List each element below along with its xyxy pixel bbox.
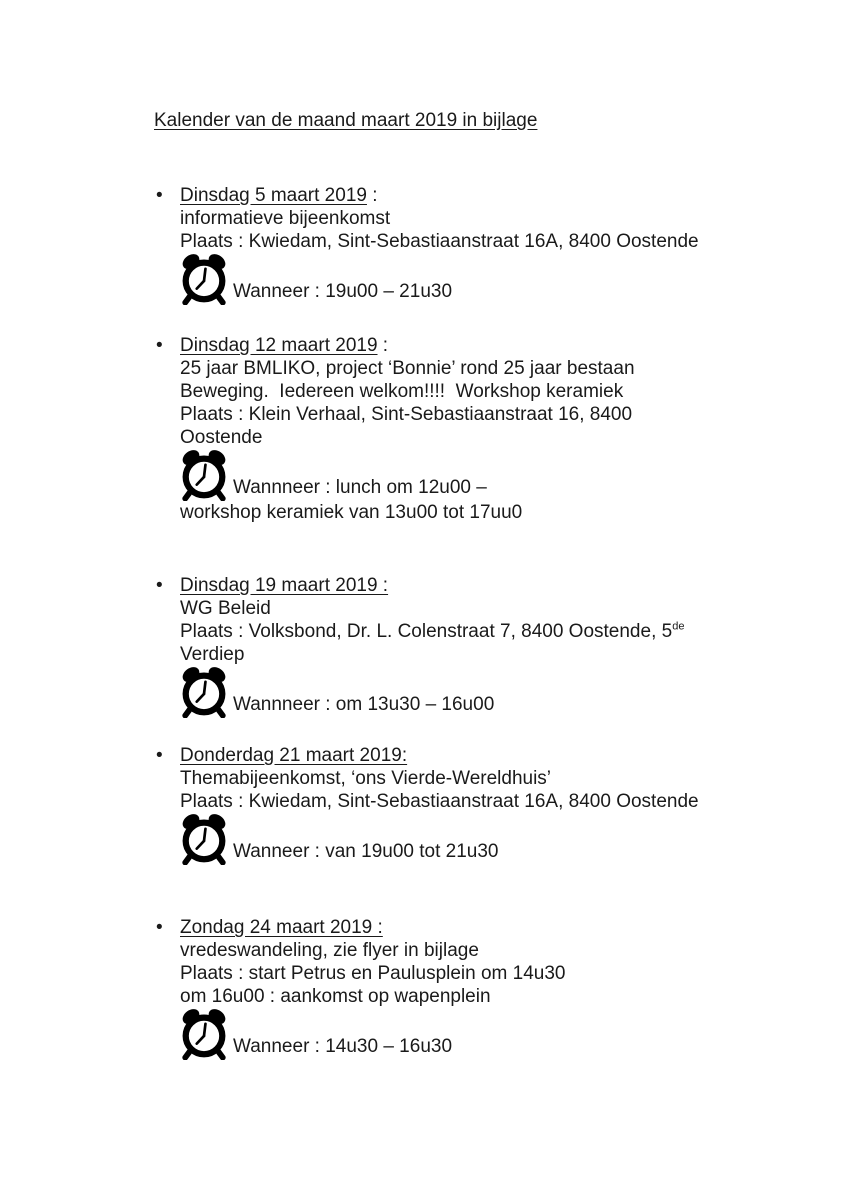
event-detail-line (180, 962, 759, 985)
event-item (154, 744, 759, 865)
event-time-row (180, 813, 759, 865)
event-detail-text: Plaats : Klein Verhaal, Sint-Sebastiaanstraat 16, 8400 (180, 404, 633, 425)
event-detail-text: Oostende (180, 427, 263, 448)
alarm-clock-icon (180, 449, 228, 501)
event-detail-text: 25 jaar BMLIKO, project ‘Bonnie’ rond 25 jaar bestaan (180, 358, 635, 379)
event-detail-text: Plaats : Volksbond, Dr. L. Colenstraat 7, 8400 Oostende, 5 (180, 621, 673, 642)
event-date: Dinsdag 12 maart 2019 (180, 335, 378, 356)
event-date-heading (180, 184, 759, 207)
event-detail-text: Plaats : Kwiedam, Sint-Sebastiaanstraat 16A, 8400 Oostende (180, 791, 699, 812)
alarm-clock-icon (180, 1008, 228, 1060)
event-date-heading (180, 334, 759, 357)
event-date: Dinsdag 19 maart 2019 : (180, 575, 389, 596)
event-detail-line (180, 403, 759, 426)
event-date: Dinsdag 5 maart 2019 (180, 185, 367, 206)
event-detail-line (180, 380, 759, 403)
event-detail-text: vredeswandeling, zie flyer in bijlage (180, 940, 479, 961)
event-date-suffix: : (377, 335, 389, 356)
event-details (180, 767, 759, 813)
event-item (154, 916, 759, 1060)
event-time: Wanneer : van 19u00 tot 21u30 (233, 841, 499, 862)
event-detail-text: WG Beleid (180, 598, 271, 619)
event-detail-line (180, 767, 759, 790)
event-list (154, 184, 759, 1060)
event-details (180, 597, 759, 666)
event-detail-text: Plaats : Kwiedam, Sint-Sebastiaanstraat 16A, 8400 Oostende (180, 231, 699, 252)
event-detail-line (180, 643, 759, 666)
event-detail-text: Plaats : start Petrus en Paulusplein om 14u30 (180, 963, 566, 984)
event-item (154, 574, 759, 718)
event-detail-text: Verdiep (180, 644, 245, 665)
event-time: Wanneer : 19u00 – 21u30 (233, 281, 453, 302)
event-detail-text: informatieve bijeenkomst (180, 208, 391, 229)
superscript-text: de (672, 620, 685, 633)
event-date-heading (180, 574, 759, 597)
event-date-heading (180, 744, 759, 767)
event-details (180, 357, 759, 449)
event-time: Wannneer : lunch om 12u00 – (233, 477, 487, 498)
event-time-row (180, 253, 759, 305)
event-date-suffix: : (366, 185, 378, 206)
bullet-marker: • (156, 335, 163, 356)
event-item (154, 184, 759, 305)
event-details-after (180, 501, 759, 524)
event-detail-line (180, 207, 759, 230)
bullet-marker: • (156, 185, 163, 206)
event-time: Wannneer : om 13u30 – 16u00 (233, 694, 495, 715)
event-detail-line (180, 985, 759, 1008)
alarm-clock-icon (180, 253, 228, 305)
bullet-marker: • (156, 917, 163, 938)
event-detail-line (180, 501, 759, 524)
bullet-marker: • (156, 575, 163, 596)
page-title: Kalender van de maand maart 2019 in bijlage (154, 110, 538, 131)
event-date: Zondag 24 maart 2019 : (180, 917, 383, 938)
event-time-row (180, 666, 759, 718)
event-detail-line (180, 357, 759, 380)
event-detail-line (180, 597, 759, 620)
event-date: Donderdag 21 maart 2019: (180, 745, 408, 766)
event-item (154, 334, 759, 524)
event-time-row (180, 1008, 759, 1060)
event-detail-line (180, 939, 759, 962)
event-detail-text: Beweging. Iedereen welkom!!!! Workshop keramiek (180, 381, 624, 402)
event-detail-line (180, 426, 759, 449)
event-detail-line (180, 230, 759, 253)
event-detail-text: om 16u00 : aankomst op wapenplein (180, 986, 491, 1007)
bullet-marker: • (156, 745, 163, 766)
event-details (180, 207, 759, 253)
event-time-row (180, 449, 759, 501)
event-date-heading (180, 916, 759, 939)
alarm-clock-icon (180, 666, 228, 718)
event-detail-line (180, 790, 759, 813)
event-detail-line (180, 620, 759, 643)
event-details (180, 939, 759, 1008)
alarm-clock-icon (180, 813, 228, 865)
event-detail-text: Themabijeenkomst, ‘ons Vierde-Wereldhuis’ (180, 768, 552, 789)
event-time: Wanneer : 14u30 – 16u30 (233, 1036, 453, 1057)
event-detail-text: workshop keramiek van 13u00 tot 17uu0 (180, 502, 523, 523)
